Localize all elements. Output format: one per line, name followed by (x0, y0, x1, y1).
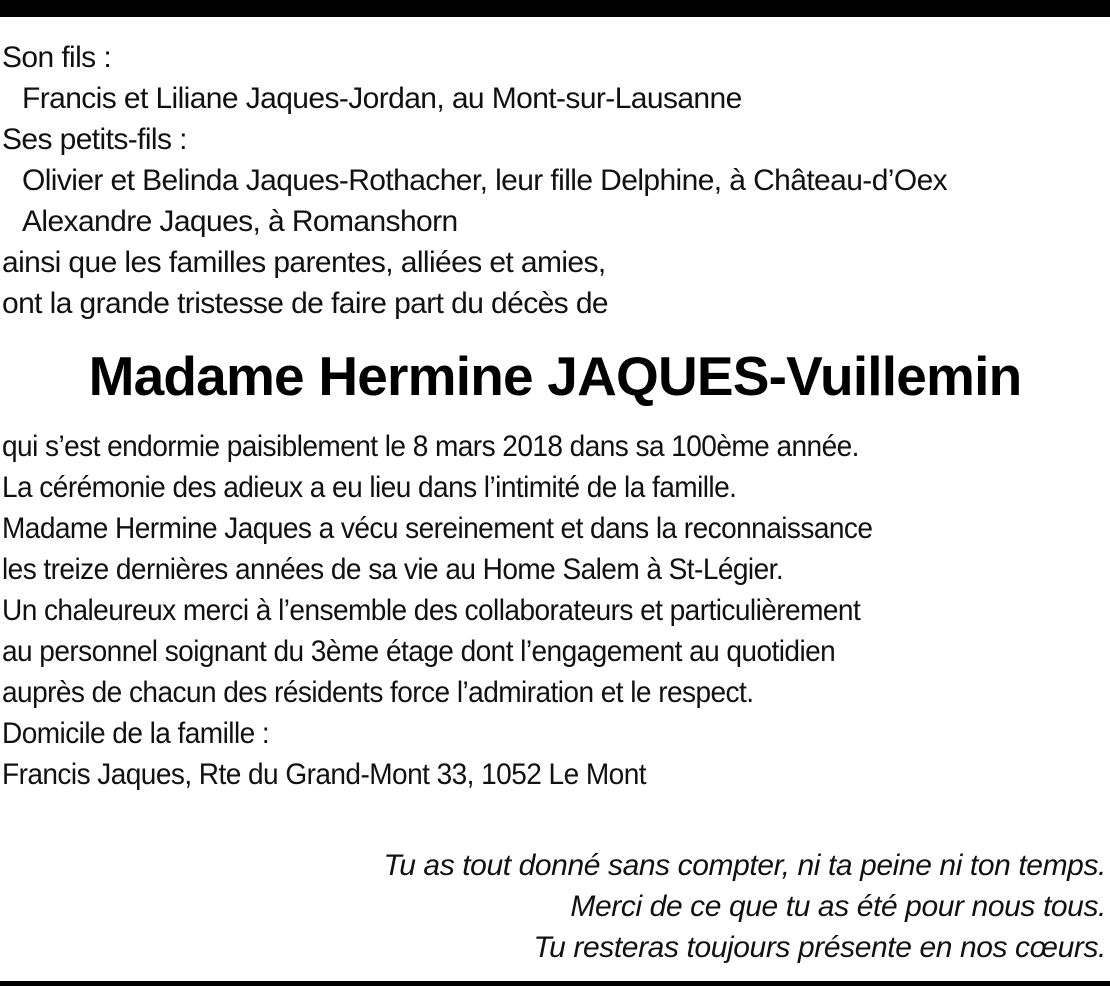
son-entry: Francis et Liliane Jaques-Jordan, au Mont-sur-Lausanne (22, 82, 742, 115)
son-heading: Son fils : (2, 41, 112, 74)
message-line: La cérémonie des adieux a eu lieu dans l’intimité de la famille. (2, 471, 737, 504)
poem-line: Tu resteras toujours présente en nos cœurs. (533, 931, 1106, 964)
message-line: Un chaleureux merci à l’ensemble des collaborateurs et particulièrement (2, 594, 861, 627)
poem-line: Merci de ce que tu as été pour nous tous. (570, 890, 1106, 923)
grandson-entry: Olivier et Belinda Jaques-Rothacher, leur fille Delphine, à Château-d’Oex (22, 164, 948, 197)
domicile-heading: Domicile de la famille : (2, 717, 270, 750)
poem-line: Tu as tout donné sans compter, ni ta peine ni ton temps. (383, 849, 1106, 882)
message-line: Madame Hermine Jaques a vécu sereinement et dans la reconnaissance (2, 512, 873, 545)
family-section (2, 37, 1102, 324)
grandsons-heading: Ses petits-fils : (2, 123, 187, 156)
message-line: au personnel soignant du 3ème étage dont l’engagement au quotidien (2, 635, 836, 668)
announcement-line: ont la grande tristesse de faire part du décès de (2, 287, 608, 320)
message-section (2, 426, 1031, 795)
relatives-line: ainsi que les familles parentes, alliées et amies, (2, 246, 606, 279)
domicile-address: Francis Jaques, Rte du Grand-Mont 33, 1052 Le Mont (2, 758, 646, 791)
grandson-entry: Alexandre Jaques, à Romanshorn (22, 205, 458, 238)
message-line: qui s’est endormie paisiblement le 8 mars 2018 dans sa 100ème année. (2, 430, 859, 463)
top-border-rule (0, 0, 1110, 17)
bottom-border-rule (0, 981, 1110, 986)
message-line: les treize dernières années de sa vie au Home Salem à St-Légier. (2, 553, 784, 586)
message-line: auprès de chacun des résidents force l’admiration et le respect. (2, 676, 754, 709)
closing-poem (206, 845, 1106, 968)
deceased-name-heading: Madame Hermine JAQUES-Vuillemin (88, 345, 1022, 407)
